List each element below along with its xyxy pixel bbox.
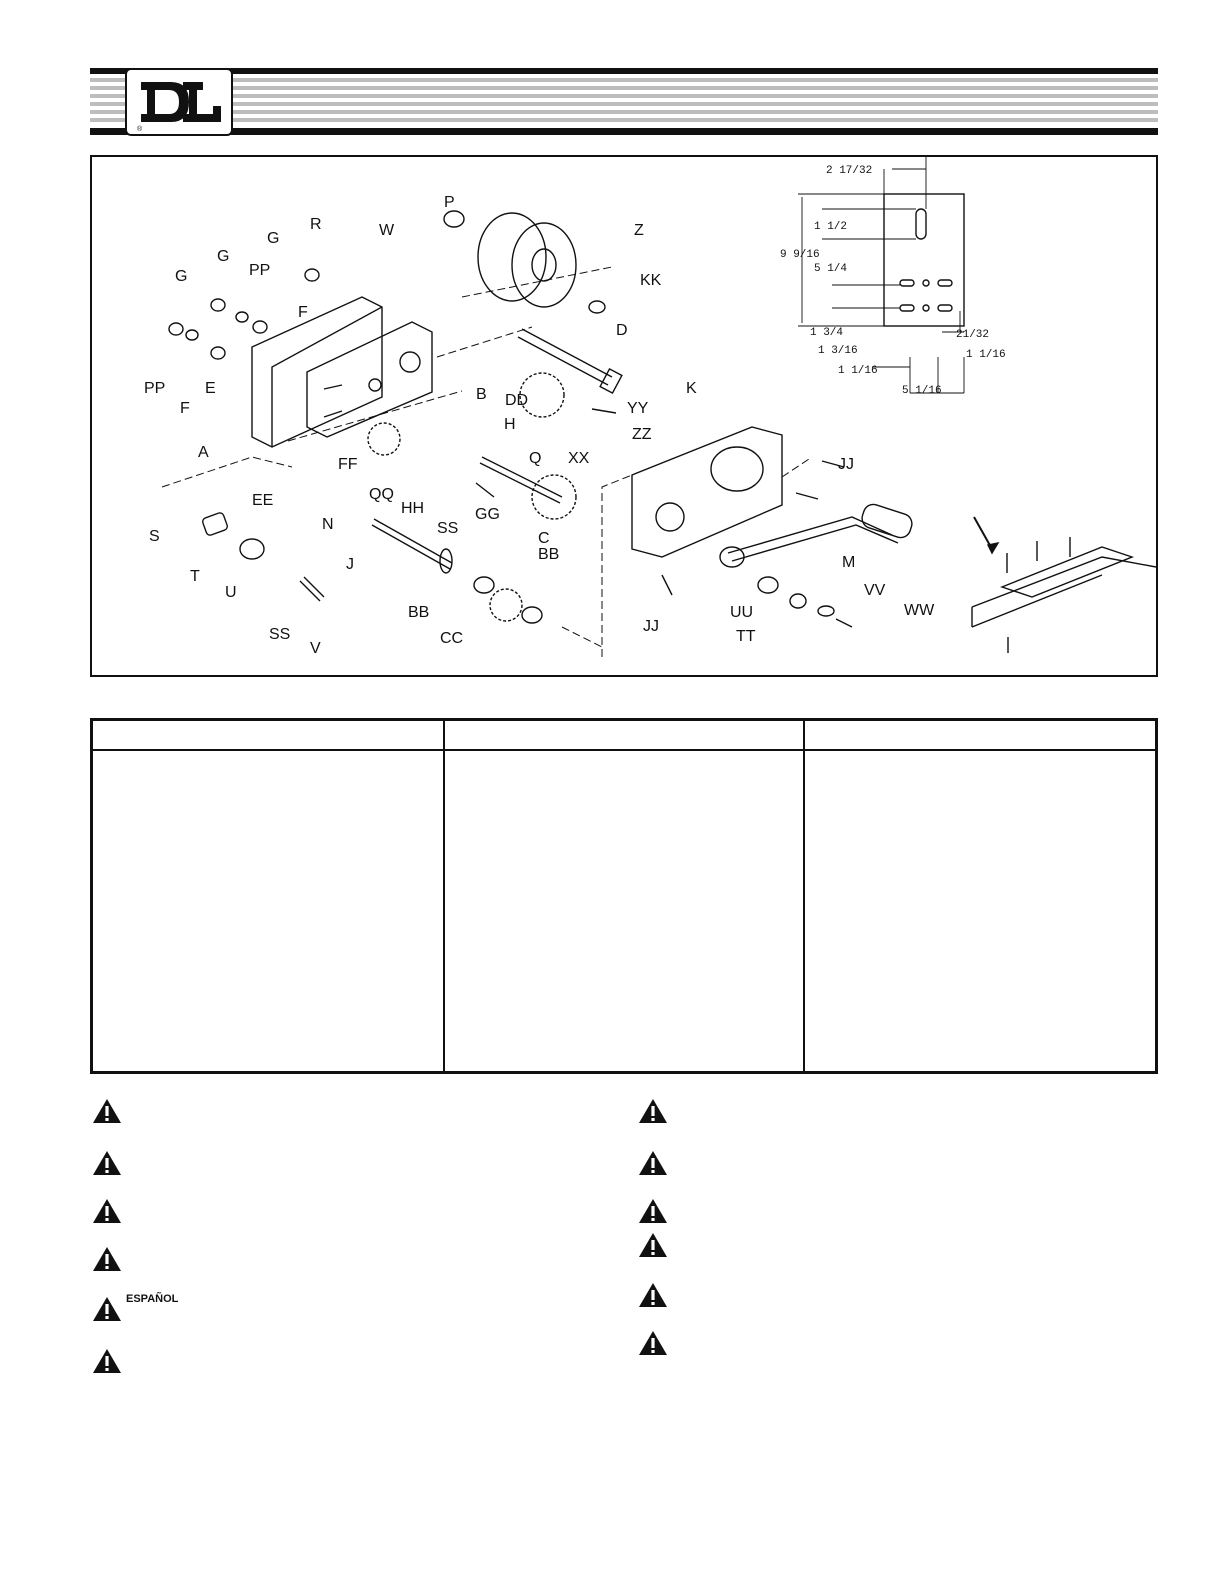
gear-c (532, 475, 576, 519)
gear-ff (368, 423, 400, 455)
registered-mark: ® (137, 126, 143, 133)
part-label-h: H (504, 416, 516, 433)
part-label-m: M (842, 554, 856, 571)
cover-k-outline (632, 427, 782, 557)
dimension-label: 9 9/16 (780, 249, 820, 261)
dimension-label: 1 3/16 (818, 345, 858, 357)
warning-icon (638, 1198, 668, 1224)
part-label-a: A (198, 444, 209, 461)
warning-icon (638, 1282, 668, 1308)
brand-logo (125, 68, 233, 136)
warning-icon (638, 1232, 668, 1258)
part-label-c: C (538, 530, 550, 547)
drum-flange-z (512, 223, 576, 307)
table-header-row (93, 721, 1155, 751)
diagram-canvas (92, 157, 1156, 675)
exploded-parts-diagram (90, 155, 1158, 677)
part-label-p: P (444, 194, 455, 211)
warning-icon (638, 1330, 668, 1356)
part-label-gg: GG (475, 506, 500, 523)
part-label-j: J (346, 556, 354, 573)
part-label-q: Q (529, 450, 542, 467)
part-label-k: K (686, 380, 697, 397)
part-label-cc: CC (440, 630, 464, 647)
gear-cc (490, 589, 522, 621)
part-label-g: G (217, 248, 230, 265)
part-label-d: D (616, 322, 628, 339)
part-label-zz: ZZ (632, 426, 652, 443)
table-column-divider (443, 721, 445, 1071)
part-label-z: Z (634, 222, 644, 239)
warning-icon (638, 1150, 668, 1176)
part-label-s: S (149, 528, 160, 545)
part-label-ss: SS (437, 520, 459, 537)
part-label-xx: XX (568, 450, 590, 467)
part-label-yy: YY (627, 400, 649, 417)
side-plate-center-outline (307, 322, 432, 437)
part-label-w: W (379, 222, 395, 239)
warning-icon (92, 1246, 122, 1272)
dimension-label: 1 1/16 (838, 365, 878, 377)
part-label-qq: QQ (369, 486, 394, 503)
warning-icon (92, 1348, 122, 1374)
part-label-jj: JJ (838, 456, 854, 473)
part-label-ww: WW (904, 602, 935, 619)
dimension-label: 5 1/4 (814, 263, 848, 275)
warning-icon (92, 1198, 122, 1224)
warning-icon (92, 1296, 122, 1322)
part-label-jj: JJ (643, 618, 659, 635)
dimension-label: 21/32 (956, 329, 990, 341)
header-stripe-band (90, 68, 1158, 138)
part-label-ff: FF (338, 456, 358, 473)
part-label-e: E (205, 380, 216, 397)
part-label-g: G (175, 268, 188, 285)
part-label-tt: TT (736, 628, 756, 645)
dl-logo-mark (127, 70, 231, 134)
part-label-f: F (180, 400, 190, 417)
warning-icon (638, 1098, 668, 1124)
part-label-t: T (190, 568, 200, 585)
part-label-n: N (322, 516, 334, 533)
part-label-pp: PP (144, 380, 166, 397)
dimension-label: 1 1/16 (966, 349, 1006, 361)
part-label-u: U (225, 584, 237, 601)
parts-list-table (90, 718, 1158, 1074)
part-label-uu: UU (730, 604, 754, 621)
part-label-kk: KK (640, 272, 662, 289)
part-label-ee: EE (252, 492, 274, 509)
dimension-label: 2 17/32 (826, 165, 873, 177)
warning-icon (92, 1098, 122, 1124)
table-column-divider (803, 721, 805, 1071)
part-label-hh: HH (401, 500, 425, 517)
part-label-f: F (298, 304, 308, 321)
part-label-ss: SS (269, 626, 291, 643)
warning-label: ESPAÑOL (126, 1293, 179, 1305)
part-label-pp: PP (249, 262, 271, 279)
warning-icon (92, 1150, 122, 1176)
dimension-label: 1 3/4 (810, 327, 844, 339)
part-label-bb: BB (538, 546, 560, 563)
dimension-label: 5 1/16 (902, 385, 942, 397)
part-label-g: G (267, 230, 280, 247)
part-label-b: B (476, 386, 487, 403)
part-label-r: R (310, 216, 322, 233)
part-label-vv: VV (864, 582, 886, 599)
part-label-v: V (310, 640, 321, 657)
dimension-label: 1 1/2 (814, 221, 848, 233)
part-label-dd: DD (505, 392, 529, 409)
part-label-bb: BB (408, 604, 430, 621)
